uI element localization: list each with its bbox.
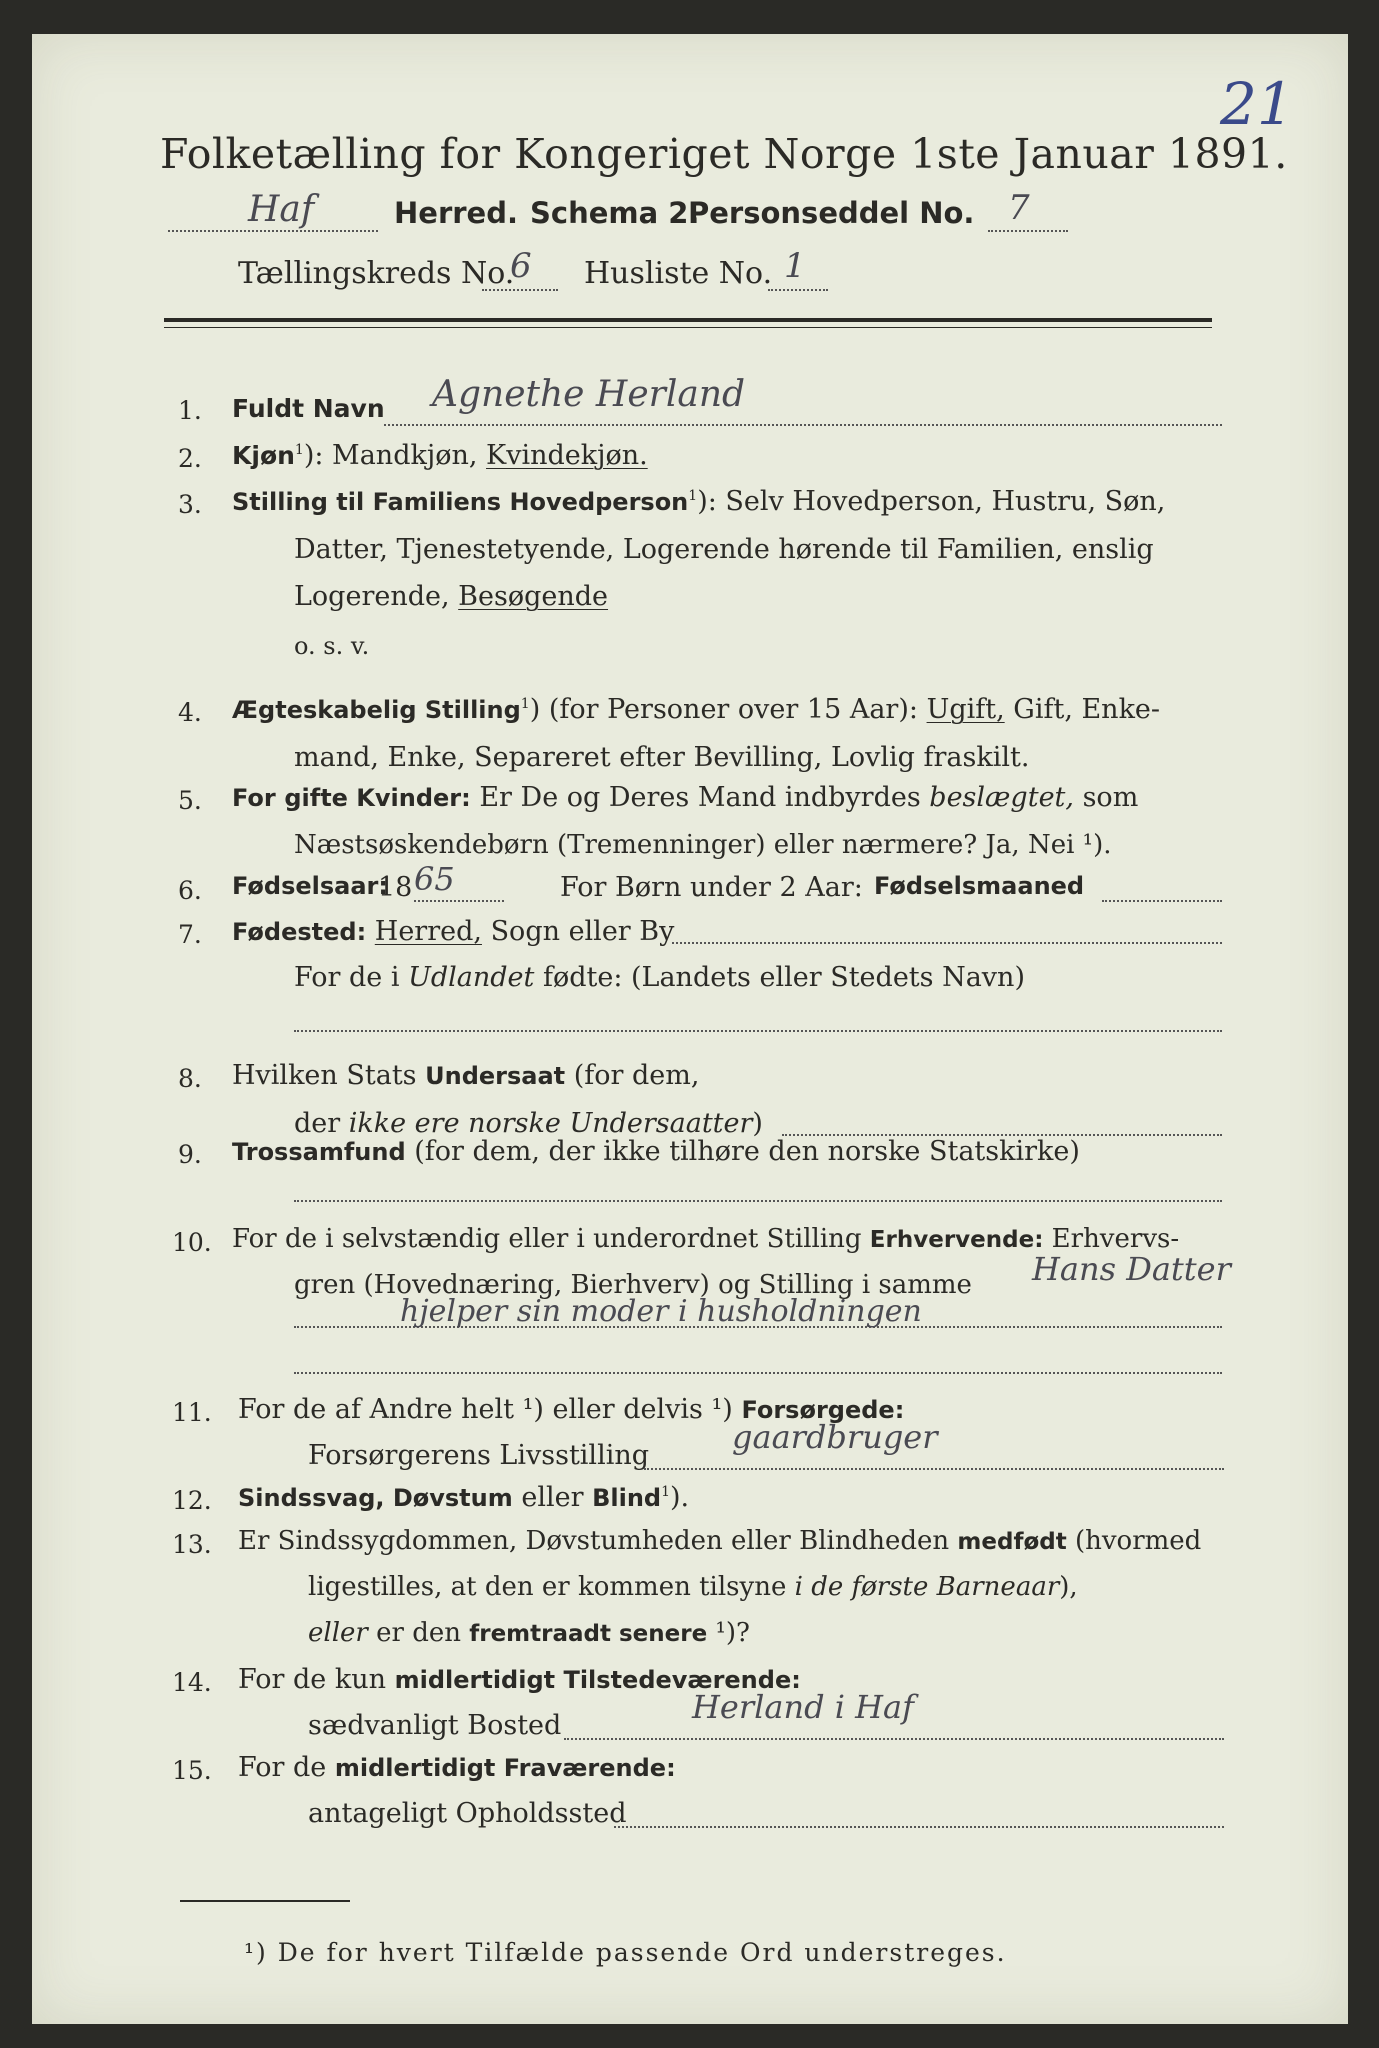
q3-number: 3. <box>178 490 202 519</box>
herred-label: Herred. <box>394 196 518 230</box>
q12-number: 12. <box>172 1486 212 1515</box>
q9-line1 <box>232 1136 1080 1167</box>
q3-line4: o. s. v. <box>294 632 370 660</box>
schema-label: Schema 2. <box>530 196 700 230</box>
q8-text-b: (for dem, <box>573 1060 700 1091</box>
q3-sup: 1 <box>688 488 698 504</box>
q8-paren: ) <box>752 1108 763 1139</box>
q5-som: som <box>1082 782 1139 813</box>
q12-sup: 1 <box>661 1484 671 1500</box>
census-form-sheet <box>32 34 1348 2024</box>
q3-line2: Datter, Tjenestetyende, Logerende hørende til Familien, enslig <box>294 534 1154 565</box>
q13-number: 13. <box>172 1530 212 1559</box>
q14-text-a: For de kun <box>238 1664 386 1695</box>
q15-line1 <box>238 1752 676 1783</box>
q15-line2: antageligt Opholdssted <box>308 1798 627 1829</box>
q7-sogn: Sogn eller By <box>490 916 675 947</box>
q9-label: Trossamfund <box>232 1138 406 1166</box>
q4-line1 <box>232 694 1160 725</box>
q14-usual-residence-value: Herland i Haf <box>692 1688 914 1726</box>
q7-label: Fødested: <box>232 918 367 946</box>
q6-text: For Børn under 2 Aar: <box>560 872 863 903</box>
q8-label: Undersaat <box>425 1062 566 1090</box>
q6-birth-year-value: 65 <box>414 860 455 898</box>
q4-gift-enke: Gift, Enke- <box>1013 694 1161 725</box>
q7-number: 7. <box>178 920 202 949</box>
q2-sup: 1 <box>294 442 304 458</box>
q13-line2 <box>308 1572 1078 1602</box>
q10-line2: gren (Hovednæring, Bierhverv) og Stilling i samme <box>294 1270 972 1300</box>
q12-eller: eller <box>521 1482 584 1513</box>
q11-text-a: For de af Andre helt ¹) eller delvis ¹) <box>238 1394 733 1425</box>
q13-eller: eller <box>308 1618 368 1648</box>
q9-text: (for dem, der ikke tilhøre den norske Statskirke) <box>414 1136 1080 1167</box>
q14-line2: sædvanligt Bosted <box>308 1710 562 1741</box>
kreds-value: 6 <box>510 246 532 286</box>
q8-der: der <box>294 1108 341 1139</box>
q7-for-de-i: For de i <box>294 962 400 993</box>
q15-number: 15. <box>172 1756 212 1785</box>
q5-beslaegtet: beslægtet, <box>929 782 1074 813</box>
q5-text-a: Er De og Deres Mand indbyrdes <box>479 782 921 813</box>
q12-line1 <box>238 1482 689 1513</box>
q14-number: 14. <box>172 1668 212 1697</box>
q2-text-a: ): Mandkjøn, <box>303 440 478 471</box>
footnote-rule <box>180 1900 350 1902</box>
q2-kvindekjon: Kvindekjøn. <box>486 440 648 471</box>
q13-end: ¹)? <box>707 1618 750 1648</box>
q3-text-1: ): Selv Hovedperson, Hustru, Søn, <box>697 486 1166 517</box>
q12-text-b: ). <box>670 1482 690 1513</box>
q5-line1 <box>232 782 1138 813</box>
q13-line3 <box>308 1618 750 1648</box>
q13-line2-b: i de første Barneaar <box>794 1572 1060 1602</box>
q13-label3: fremtraadt senere <box>469 1621 708 1647</box>
q2-number: 2. <box>178 444 202 473</box>
q5-number: 5. <box>178 786 202 815</box>
page-number: 21 <box>1220 70 1294 138</box>
q4-sup: 1 <box>520 696 530 712</box>
q4-number: 4. <box>178 698 202 727</box>
kreds-label: Tællingskreds No. <box>238 256 515 291</box>
personseddel-label: Personseddel No. <box>688 196 975 230</box>
q2-line <box>232 440 648 471</box>
q6-label: Fødselsaar: <box>232 872 388 900</box>
q13-er-den: er den <box>376 1618 461 1648</box>
q4-line2: mand, Enke, Separeret efter Bevilling, Lovlig fraskilt. <box>294 742 1030 773</box>
q8-text-a: Hvilken Stats <box>232 1060 417 1091</box>
q13-line2-c: ), <box>1059 1572 1078 1602</box>
q6-label2: Fødselsmaaned <box>874 872 1085 900</box>
q1-number: 1. <box>178 396 202 425</box>
q11-provider-occupation-value: gaardbruger <box>732 1418 938 1456</box>
q3-besogende: Besøgende <box>458 581 609 612</box>
q10-number: 10. <box>172 1228 212 1257</box>
q5-label-for: For <box>232 784 276 812</box>
q3-line1 <box>232 486 1165 517</box>
header-rule-thin <box>164 327 1212 328</box>
q13-line1 <box>238 1526 1201 1556</box>
q13-line2-a: ligestilles, at den er kommen tilsyne <box>308 1572 787 1602</box>
q10-label: Erhvervende: <box>869 1227 1044 1253</box>
q11-line2: Forsørgerens Livsstilling <box>308 1440 650 1471</box>
herred-value: Haf <box>248 189 315 230</box>
personseddel-value: 7 <box>1008 188 1030 228</box>
q3-logerende: Logerende, <box>294 581 450 612</box>
q11-label: Forsørgede: <box>741 1396 905 1424</box>
q10-value-1: Hans Datter <box>1032 1250 1231 1288</box>
q10-value-2: hjelper sin moder i husholdningen <box>400 1294 922 1329</box>
q13-label: medfødt <box>957 1529 1067 1555</box>
q15-text-a: For de <box>238 1752 327 1783</box>
q3-label: Stilling til Familiens Hovedperson <box>232 488 689 516</box>
q15-label: midlertidigt Fraværende: <box>334 1754 676 1782</box>
q6-prefix: 18 <box>378 872 413 903</box>
header-rule <box>164 318 1212 322</box>
q10-text-a: For de i selvstændig eller i underordnet Stilling <box>232 1224 862 1254</box>
q6-number: 6. <box>178 876 202 905</box>
q8-line1 <box>232 1060 699 1091</box>
q14-label: midlertidigt Tilstedeværende: <box>394 1666 801 1694</box>
q7-line2 <box>294 962 1025 993</box>
q7-herred: Herred, <box>374 916 482 947</box>
husliste-label: Husliste No. <box>584 256 773 291</box>
q4-text-a: ) (for Personer over 15 Aar): <box>529 694 918 725</box>
q7-fodte: fødte: (Landets eller Stedets Navn) <box>542 962 1025 993</box>
q2-label: Kjøn <box>232 441 295 470</box>
q1-label: Fuldt Navn <box>232 394 385 423</box>
q1-full-name-value: Agnethe Herland <box>432 374 746 415</box>
q7-line1 <box>232 916 674 947</box>
q8-line2 <box>294 1108 763 1139</box>
q12-label-blind: Blind <box>592 1484 662 1512</box>
form-title: Folketælling for Kongeriget Norge 1ste Januar 1891. <box>160 130 1288 178</box>
footnote: ¹) De for hvert Tilfælde passende Ord understreges. <box>244 1938 1007 1967</box>
q10-text-b: Erhvervs- <box>1051 1224 1180 1254</box>
q4-label: Ægteskabelig Stilling <box>232 696 521 724</box>
q7-udlandet: Udlandet <box>408 962 535 993</box>
q13-text-a: Er Sindssygdommen, Døvstumheden eller Blindheden <box>238 1526 950 1556</box>
q11-number: 11. <box>172 1398 212 1427</box>
q4-ugift: Ugift, <box>926 694 1005 725</box>
q3-line3 <box>294 581 608 612</box>
q5-label: gifte Kvinder: <box>284 784 471 812</box>
q8-ikke-norske: ikke ere norske Undersaatter <box>348 1108 753 1139</box>
q5-line2: Næstsøskendebørn (Tremenninger) eller nærmere? Ja, Nei ¹). <box>294 830 1112 860</box>
q8-number: 8. <box>178 1064 202 1093</box>
q12-label: Sindssvag, Døvstum <box>238 1484 513 1512</box>
q9-number: 9. <box>178 1140 202 1169</box>
husliste-value: 1 <box>784 246 806 286</box>
q13-text-b: (hvormed <box>1074 1526 1202 1556</box>
